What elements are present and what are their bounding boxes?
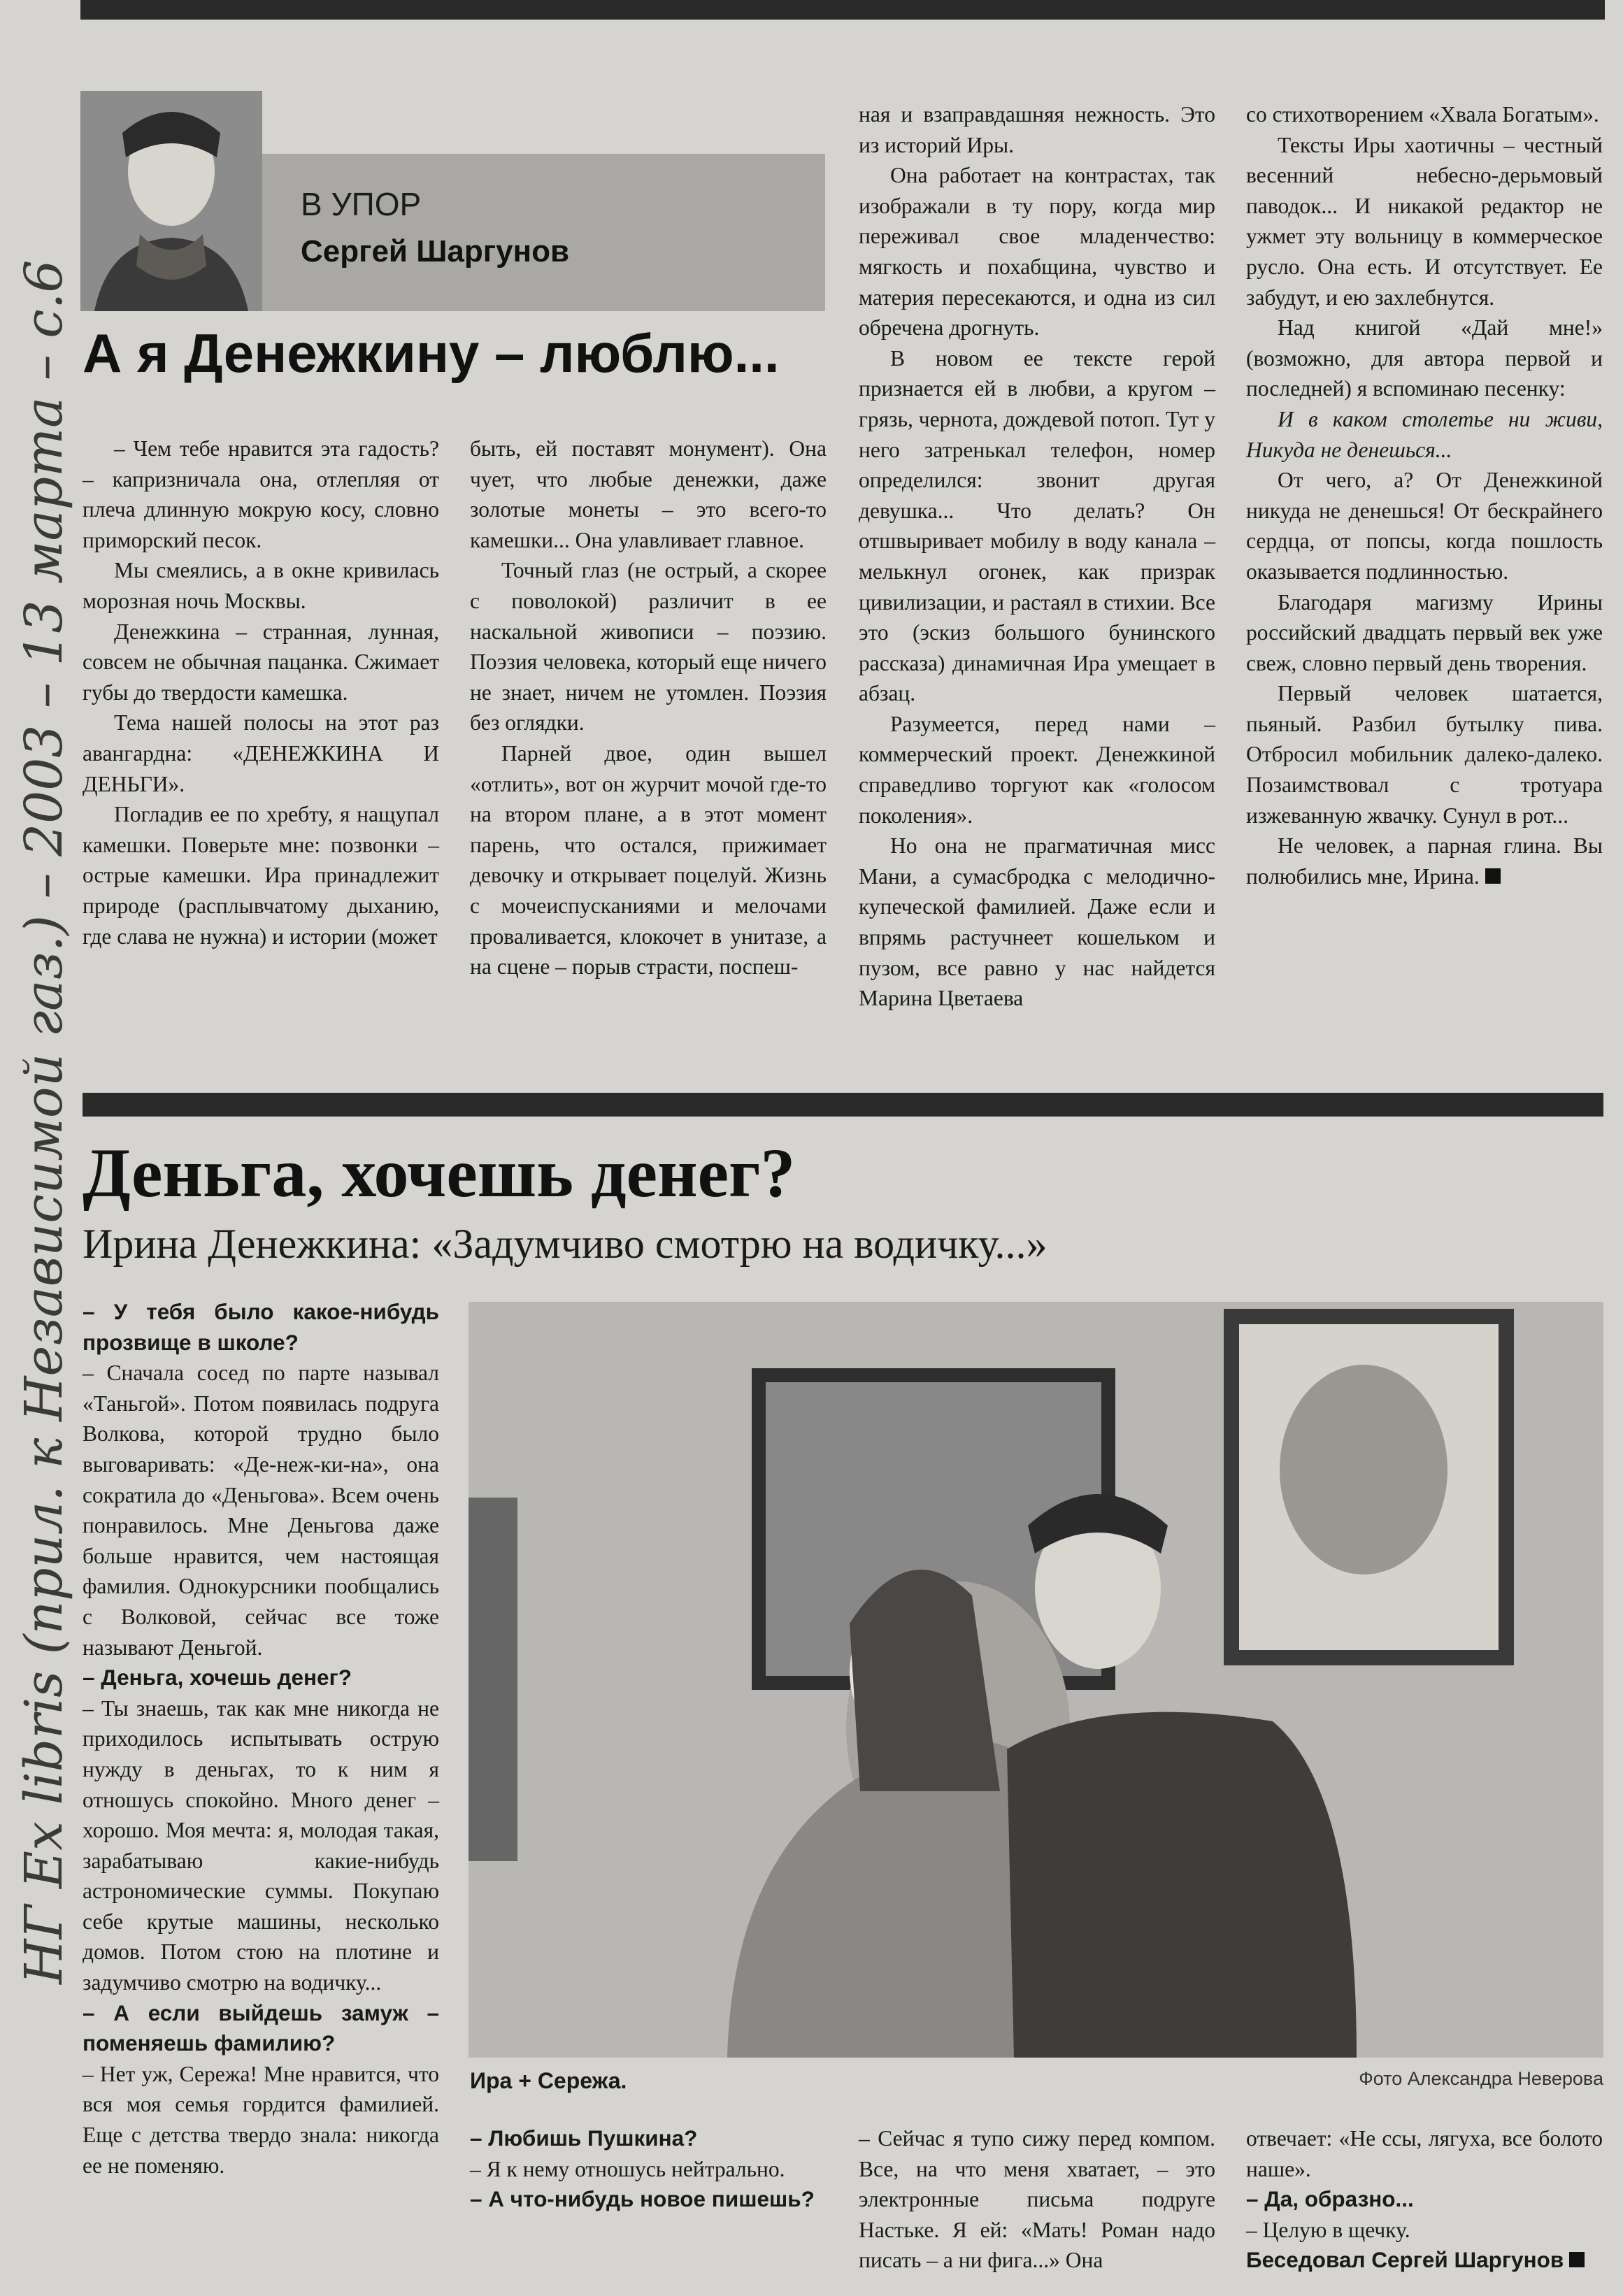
byline (1246, 2245, 1603, 2276)
paragraph: Благодаря магизму Ирины российский двадцать первый век уже свеж, словно первый день творения. (1246, 589, 1603, 675)
article1-title: А я Денежкину – люблю... (83, 322, 780, 384)
article2-subtitle: Ирина Денежкина: «Задумчиво смотрю на водичку...» (83, 1221, 1048, 1267)
article1-column-3 (859, 99, 1215, 1014)
photo-caption: Ира + Сережа. (470, 2068, 627, 2093)
interview-column-1 (83, 1297, 439, 2181)
photo-image (469, 1302, 1603, 2058)
interview-question: – У тебя было какое-нибудь прозвище в школе? (83, 1299, 439, 1355)
interview-question: – А если выйдешь замуж – поменяешь фамилию? (83, 2000, 439, 2056)
article1-column-1 (83, 433, 439, 952)
article1-column-4 (1246, 99, 1603, 891)
song-quote: И в каком столетье ни живи, Никуда не денешься... (1246, 406, 1603, 462)
section-label: В УПОР (301, 186, 422, 222)
interview-column-3 (859, 2123, 1215, 2276)
paragraph: Тема нашей полосы на этот раз авангардна: «ДЕНЕЖКИНА И ДЕНЬГИ». (83, 710, 439, 796)
interview-question: – Любишь Пушкина? (470, 2125, 698, 2151)
interview-answer: – Я к нему отношусь нейтрально. (470, 2156, 785, 2181)
paragraph (1246, 831, 1603, 891)
paragraph: Но она не прагматичная мисс Мани, а сумасбродка с мелодично-купеческой фамилией. Даже если и впрямь растучнеет кошельком и пузом, все равно у нас найдется Марина Цветаева (859, 833, 1215, 1011)
paragraph: Мы смеялись, а в окне кривилась морозная ночь Москвы. (83, 558, 439, 613)
paragraph: В новом ее тексте герой признается ей в любви, а кругом – грязь, чернота, дождевой потоп. Тут у него затренькал телефон, номер определился: звонит другая девушка... Что делать? Он отшвыривает мобилу в воду канала – мелькнул огонек, как призрак цивилизации, и растаял в стихии. Все это (эскиз большого бунинского рассказа) динамичная Ира умещает в абзац. (859, 345, 1215, 706)
author-portrait (80, 91, 262, 311)
article-photo (469, 1302, 1603, 2058)
closing-line: Не человек, а парная глина. Вы полюбились мне, Ирина. (1246, 833, 1603, 889)
interview-question: – А что-нибудь новое пишешь? (470, 2186, 815, 2212)
handwritten-note: НГ Ex libris (прил. к Независимой газ.) – 2003 – 13 марта – с.6 (14, 259, 74, 1985)
section-divider (83, 1093, 1603, 1117)
interview-question: – Да, образно... (1246, 2186, 1414, 2212)
interview-answer: – Сначала сосед по парте называл «Таньгой». Потом появилась подруга Волкова, которой трудно было выговаривать: «Де-неж-ки-на», она сократила до «Деньгова». Всем очень понравилось. Мне Деньгова даже больше нравится, чем настоящая фамилия. Однокурсники пообщались с Волковой, сейчас все тоже называют Деньгой. (83, 1361, 439, 1660)
interview-column-4 (1246, 2123, 1603, 2276)
interview-answer: отвечает: «Не ссы, лягуха, все болото наше». (1246, 2126, 1603, 2181)
interview-answer: – Нет уж, Сережа! Мне нравится, что вся моя семья гордится фамилией. Еще с детства твердо знала: никогда ее не поменяю. (83, 2061, 439, 2178)
top-rule (80, 0, 1605, 20)
paragraph: Точный глаз (не острый, а скорее с поволокой) различит в ее наскальной живописи – поэзию. Поэзия человека, который еще ничего не знает, ничем не утомлен. Поэзия без оглядки. (470, 558, 827, 736)
column-author: Сергей Шаргунов (301, 234, 570, 268)
paragraph: Она работает на контрастах, так изображали в ту пору, когда мир переживал свое младенчество: мягкость и похабщина, чувство и материя пересекаются, и одна из сил обречена дрогнуть. (859, 163, 1215, 340)
author-portrait-image (80, 91, 262, 311)
article2-title: Деньга, хочешь денег? (83, 1134, 796, 1212)
paragraph: быть, ей поставят монумент). Она чует, что любые денежки, даже золотые монеты – это всего-то камешки... Она улавливает главное. (470, 436, 827, 552)
interview-column-2 (470, 2123, 827, 2215)
paragraph: Денежкина – странная, лунная, совсем не обычная пацанка. Сжимает губы до твердости камешка. (83, 619, 439, 705)
interview-answer: – Сейчас я тупо сижу перед компом. Все, на что меня хватает, – это электронные письма подруге Настьке. Я ей: «Мать! Роман надо писать – а ни фига...» Она (859, 2126, 1215, 2273)
paragraph: Парней двое, один вышел «отлить», вот он журчит мочой где-то на втором плане, а в этот момент парень, что остался, прижимает девочку и открывает поцелуй. Жизнь с мочеиспусканиями и мелочами проваливается, клокочет в унитазе, а на сцене – порыв страсти, поспеш- (470, 740, 827, 980)
end-mark (1485, 868, 1501, 884)
paragraph: – Чем тебе нравится эта гадость? – капризничала она, отлепляя от плеча длинную мокрую косу, словно приморский песок. (83, 436, 439, 552)
paragraph: ная и взаправдашняя нежность. Это из историй Иры. (859, 102, 1215, 157)
interview-question: – Деньга, хочешь денег? (83, 1665, 352, 1691)
article1-column-2 (470, 433, 827, 982)
interview-answer: – Целую в щечку. (1246, 2217, 1410, 2242)
paragraph: Над книгой «Дай мне!» (возможно, для автора первой и последней) я вспоминаю песенку: (1246, 315, 1603, 401)
paragraph: Тексты Иры хаотичны – честный весенний небесно-дерьмовый паводок... И никакой редактор не ужмет эту вольницу в коммерческое русло. Она есть. И отсутствует. Ее забудут, и ею захлебнутся. (1246, 132, 1603, 310)
paragraph: Разумеется, перед нами – коммерческий проект. Денежкиной справедливо торгуют как «голосом поколения». (859, 711, 1215, 828)
paragraph: со стихотворением «Хвала Богатым». (1246, 102, 1599, 127)
paragraph: От чего, а? От Денежкиной никуда не денешься! От бескрайнего сердца, от попсы, когда пошлость оказывается подлинностью. (1246, 468, 1603, 584)
paragraph: Погладив ее по хребту, я нащупал камешки. Поверьте мне: позвонки – острые камешки. Ира принадлежит природе (расплывчатому дыханию, где слава не нужна) и истории (может (83, 802, 439, 949)
interview-answer: – Ты знаешь, так как мне никогда не приходилось испытывать острую нужду в деньгах, то к ним я отношусь спокойно. Много денег – хорошо. Моя мечта: я, молодая такая, зарабатываю какие-нибудь астрономические суммы. Покупаю себе крутые машины, несколько домов. Потом стою на плотине и задумчиво смотрю на водичку... (83, 1695, 439, 1995)
end-mark (1569, 2252, 1585, 2267)
paragraph: Первый человек шатается, пьяный. Разбил бутылку пива. Отбросил мобильник далеко-далеко. Позаимствовал с тротуара изжеванную жвачку. Сунул в рот... (1246, 681, 1603, 828)
byline-text: Беседовал Сергей Шаргунов (1246, 2247, 1564, 2273)
photo-credit: Фото Александра Неверова (1359, 2068, 1603, 2089)
